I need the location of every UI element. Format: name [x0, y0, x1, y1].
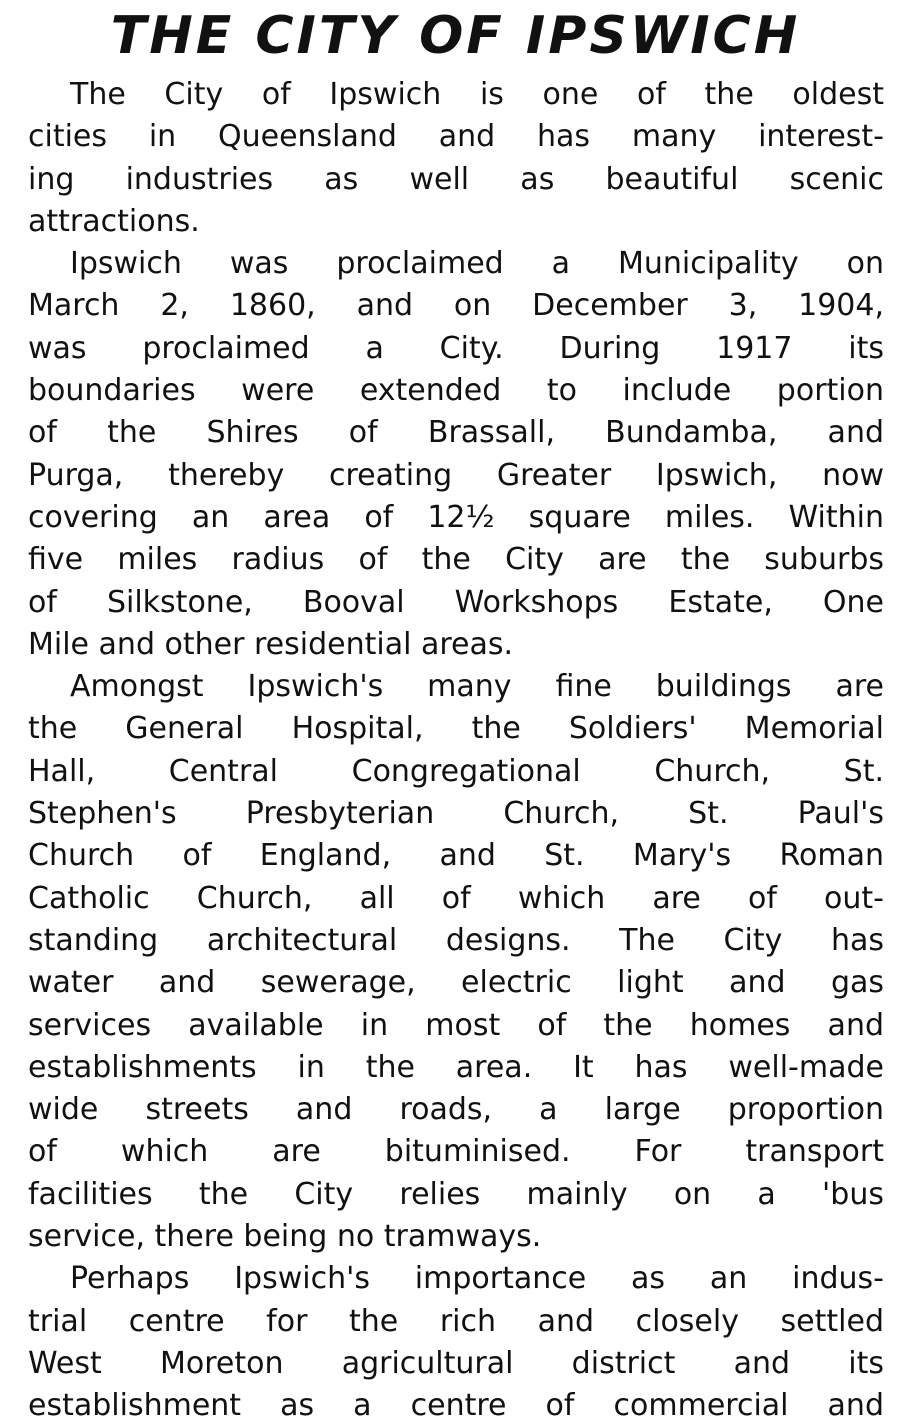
text-line: establishment as a centre of commercial and [28, 1388, 884, 1424]
text-line: Hall, Central Congregational Church, St. [28, 753, 884, 789]
text-line: of the Shires of Brassall, Bundamba, and [28, 415, 884, 451]
article-body [28, 74, 884, 1428]
text-line: facilities the City relies mainly on a 'bus [28, 1176, 884, 1212]
text-line: The City of Ipswich is one of the oldest [70, 77, 884, 112]
paragraph-2 [28, 243, 884, 666]
text-line: Mile and other residential areas. [28, 626, 514, 662]
text-line: of which are bituminised. For transport [28, 1134, 884, 1170]
text-line: water and sewerage, electric light and gas [28, 965, 884, 1001]
text-line: Perhaps Ipswich's importance as an indus- [70, 1261, 884, 1297]
paragraph-1 [28, 74, 884, 243]
text-line: Amongst Ipswich's many fine buildings are [70, 669, 884, 705]
text-line: covering an area of 12½ square miles. Within [28, 499, 884, 535]
paragraph-3 [28, 666, 884, 1258]
text-line: Church of England, and St. Mary's Roman [28, 838, 884, 874]
text-line: Catholic Church, all of which are of out- [28, 880, 884, 916]
text-line: Stephen's Presbyterian Church, St. Paul's [28, 796, 884, 832]
text-line: West Moreton agricultural district and its [28, 1345, 884, 1381]
text-line: trial centre for the rich and closely settled [28, 1303, 884, 1339]
text-line: cities in Queensland and has many interest- [28, 119, 884, 155]
text-line: attractions. [28, 203, 200, 239]
text-line: ing industries as well as beautiful scenic [28, 161, 884, 197]
text-line: wide streets and roads, a large proportion [28, 1092, 884, 1128]
text-line: was proclaimed a City. During 1917 its [28, 330, 884, 366]
text-line: the General Hospital, the Soldiers' Memorial [28, 711, 884, 747]
text-line: standing architectural designs. The City has [28, 922, 884, 958]
text-line: services available in most of the homes and [28, 1007, 884, 1043]
text-line: Ipswich was proclaimed a Municipality on [70, 246, 884, 282]
text-line: Purga, thereby creating Greater Ipswich, now [28, 457, 884, 493]
text-line: five miles radius of the City are the suburbs [28, 542, 884, 578]
text-line: service, there being no tramways. [28, 1219, 542, 1255]
text-line: boundaries were extended to include portion [28, 373, 884, 409]
text-line: of Silkstone, Booval Workshops Estate, One [28, 584, 884, 620]
paragraph-4 [28, 1258, 884, 1427]
text-line: establishments in the area. It has well-made [28, 1049, 884, 1085]
article-title: THE CITY OF IPSWICH [110, 6, 801, 66]
text-line: March 2, 1860, and on December 3, 1904, [28, 288, 884, 324]
